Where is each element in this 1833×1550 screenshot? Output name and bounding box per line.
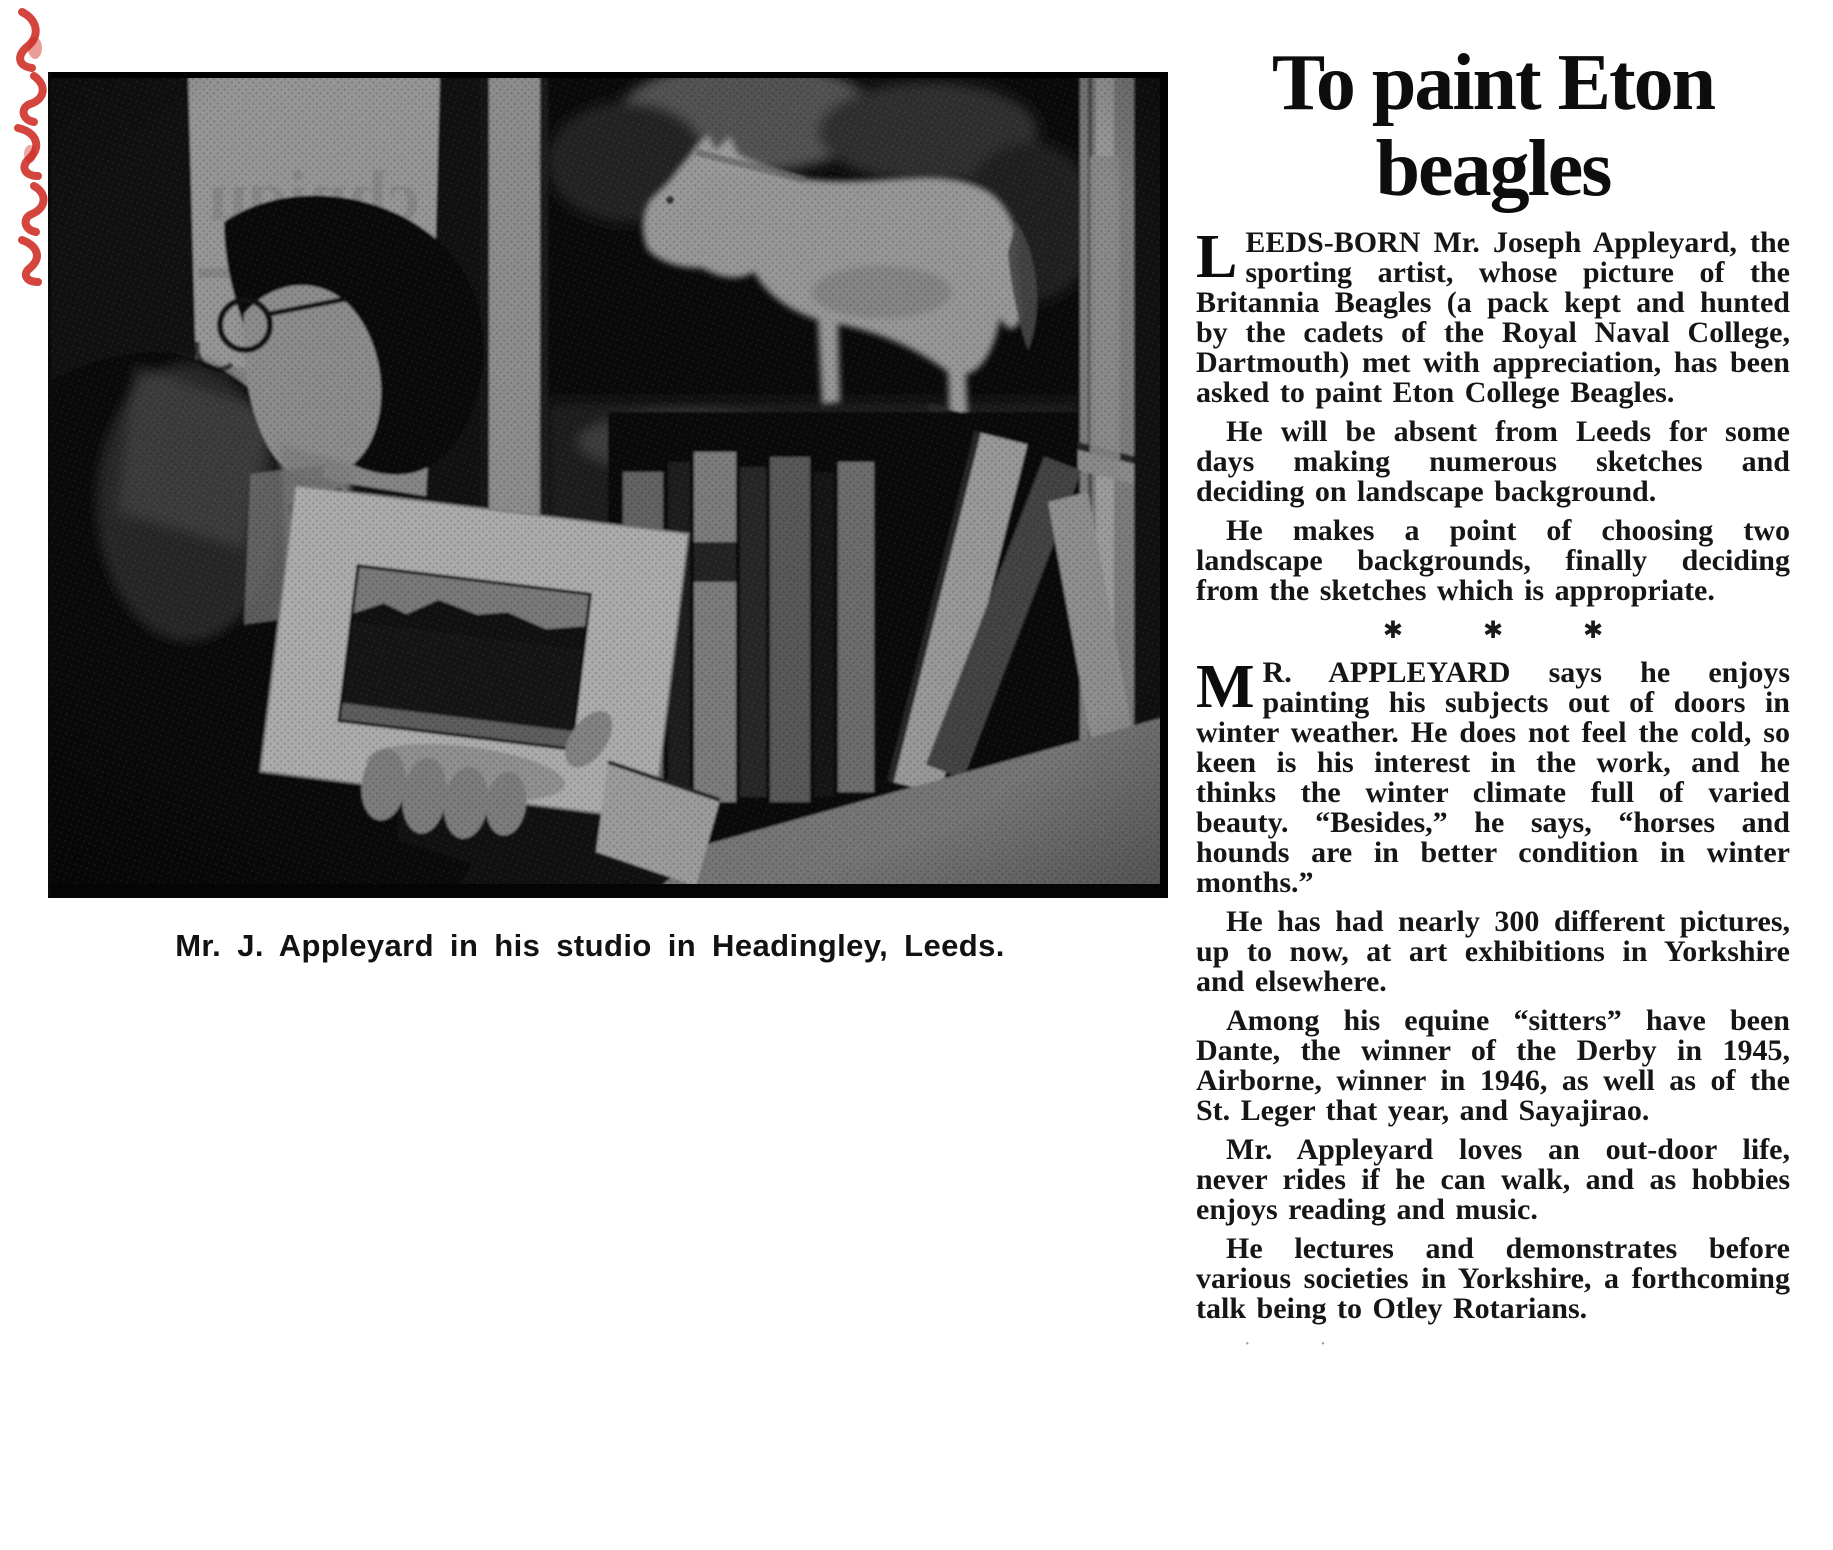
paragraph-lectures: He lectures and demonstrates before various societies in Yorkshire, a forthcoming talk being to Otley Rotarians.	[1196, 1232, 1790, 1325]
paragraph-absent: He will be absent from Leeds for some days making numerous sketches and deciding on landscape background.	[1196, 415, 1790, 508]
paragraph-backgrounds: He makes a point of choosing two landscape backgrounds, finally deciding from the sketches which is appropriate.	[1196, 514, 1790, 607]
paragraph-intro-text: EEDS-BORN Mr. Joseph Appleyard, the sporting artist, whose picture of the Britannia Beagles (a pack kept and hunted by the cadets of the Royal Naval College, Dartmouth) met with appreciation, has been asked to paint Eton College Beagles.	[1196, 226, 1790, 409]
paragraph-exhibitions: He has had nearly 300 different pictures, up to now, at art exhibitions in Yorkshire and elsewhere.	[1196, 905, 1790, 998]
drop-cap-l: L	[1196, 223, 1238, 291]
headline-line-2: beagles	[1375, 125, 1611, 213]
print-smudges: · ·	[1244, 1333, 1327, 1355]
headline-line-1: To paint Eton	[1271, 39, 1715, 127]
drop-cap-m: M	[1196, 653, 1255, 721]
paragraph-sitters: Among his equine “sitters” have been Dante, the winner of the Derby in 1945, Airborne, winner in 1946, as well as of the St. Leger that year, and Sayajirao.	[1196, 1004, 1790, 1127]
paragraph-intro	[1196, 223, 1790, 409]
star-icon: ✱	[1482, 616, 1504, 644]
article-column	[1196, 40, 1790, 1356]
photo-caption: Mr. J. Appleyard in his studio in Headingley, Leeds.	[175, 928, 1005, 963]
star-divider	[1196, 616, 1790, 644]
star-icon: ✱	[1382, 616, 1403, 644]
paragraph-winter-text: R. APPLEYARD says he enjoys painting his subjects out of doors in winter weather. He does not feel the cold, so keen is his interest in the work, and he thinks the winter climate full of varied beauty. “Besides,” he says, “horses and hounds are in better condition in winter months.”	[1196, 656, 1790, 899]
studio-photograph	[48, 72, 1168, 898]
star-icon: ✱	[1583, 616, 1604, 644]
paragraph-winter	[1196, 653, 1790, 899]
headline	[1196, 40, 1790, 212]
film-grain	[48, 72, 1168, 898]
paragraph-hobbies: Mr. Appleyard loves an out-door life, never rides if he can walk, and as hobbies enjoys reading and music.	[1196, 1133, 1790, 1226]
